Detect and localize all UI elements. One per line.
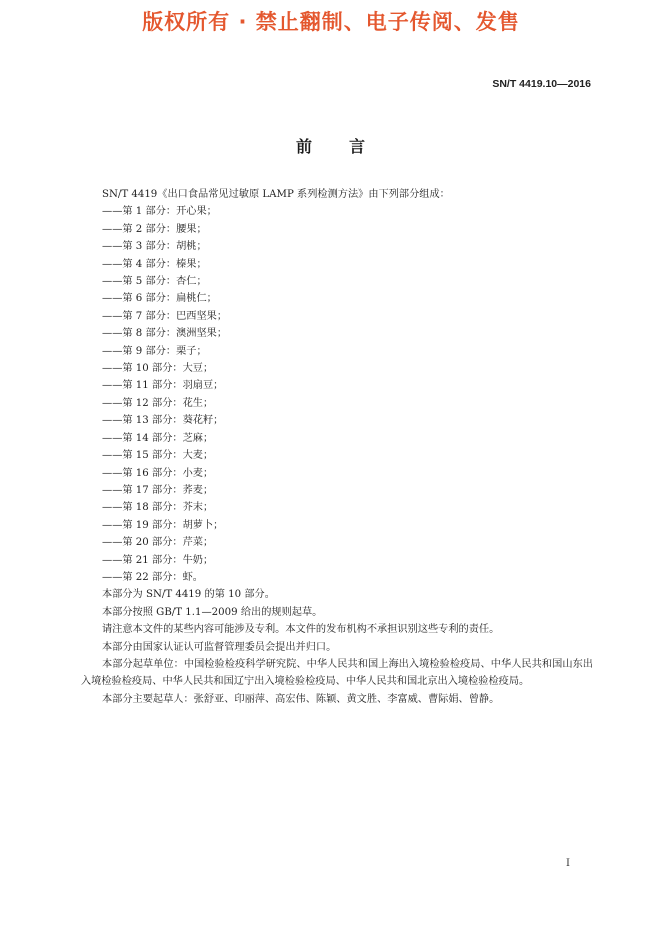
part-list-item: ——第 19 部分：胡萝卜； xyxy=(102,519,224,531)
title-char-2: 言 xyxy=(349,137,367,156)
part-list-item: ——第 7 部分：巴西坚果； xyxy=(102,310,228,322)
foreword-paragraph: 本部分为 SN/T 4419 的第 10 部分。 xyxy=(102,589,275,601)
part-list-item: ——第 6 部分：扁桃仁； xyxy=(102,293,217,305)
part-list-item: ——第 2 部分：腰果； xyxy=(102,223,207,235)
foreword-paragraph: 本部分起草单位：中国检验检疫科学研究院、中华人民共和国上海出入境检验检疫局、中华人民共和国山东出入境检验检疫局、中华人民共和国辽宁出入境检验检疫局、中华人民共和国北京出入境检验检疫局。 xyxy=(81,658,593,688)
part-list-item: ——第 18 部分：芥末； xyxy=(102,502,214,514)
foreword-paragraph: 本部分主要起草人：张舒亚、印丽萍、高宏伟、陈颖、黄文胜、李富威、曹际娟、曾静。 xyxy=(102,693,500,705)
part-list-item: ——第 1 部分：开心果； xyxy=(102,206,217,218)
foreword-paragraph: 请注意本文件的某些内容可能涉及专利。本文件的发布机构不承担识别这些专利的责任。 xyxy=(102,624,500,636)
page-number: I xyxy=(566,858,570,869)
part-list-item: ——第 3 部分：胡桃； xyxy=(102,241,207,253)
foreword-paragraph: 本部分由国家认证认可监督管理委员会提出并归口。 xyxy=(102,641,337,653)
foreword-paragraphs xyxy=(81,586,593,708)
part-list-item: ——第 20 部分：芹菜； xyxy=(102,537,214,549)
part-list-item: ——第 12 部分：花生； xyxy=(102,397,214,409)
part-list-item: ——第 8 部分：澳洲坚果； xyxy=(102,328,228,340)
intro-paragraph: SN/T 4419《出口食品常见过敏原 LAMP 系列检测方法》由下列部分组成： xyxy=(102,189,450,200)
page-title xyxy=(0,134,662,157)
standard-code: SN/T 4419.10—2016 xyxy=(492,78,591,90)
part-list-item: ——第 14 部分：芝麻； xyxy=(102,432,214,444)
foreword-body xyxy=(81,186,593,708)
part-list-item: ——第 9 部分：栗子； xyxy=(102,345,207,357)
part-list-item: ——第 21 部分：牛奶； xyxy=(102,554,214,566)
part-list-item: ——第 5 部分：杏仁； xyxy=(102,276,207,288)
part-list-item: ——第 22 部分：虾。 xyxy=(102,571,203,583)
part-list-item: ——第 10 部分：大豆； xyxy=(102,363,214,375)
foreword-paragraph: 本部分按照 GB/T 1.1—2009 给出的规则起草。 xyxy=(102,606,323,618)
title-char-1: 前 xyxy=(295,137,313,156)
copyright-watermark: 版权所有 · 禁止翻制、电子传阅、发售 xyxy=(142,10,520,34)
part-list-item: ——第 4 部分：榛果； xyxy=(102,258,207,270)
part-list-item: ——第 17 部分：荞麦； xyxy=(102,484,214,496)
parts-list xyxy=(81,203,593,586)
part-list-item: ——第 13 部分：葵花籽； xyxy=(102,415,224,427)
part-list-item: ——第 16 部分：小麦； xyxy=(102,467,214,479)
part-list-item: ——第 11 部分：羽扇豆； xyxy=(102,380,224,392)
part-list-item: ——第 15 部分：大麦； xyxy=(102,450,214,462)
